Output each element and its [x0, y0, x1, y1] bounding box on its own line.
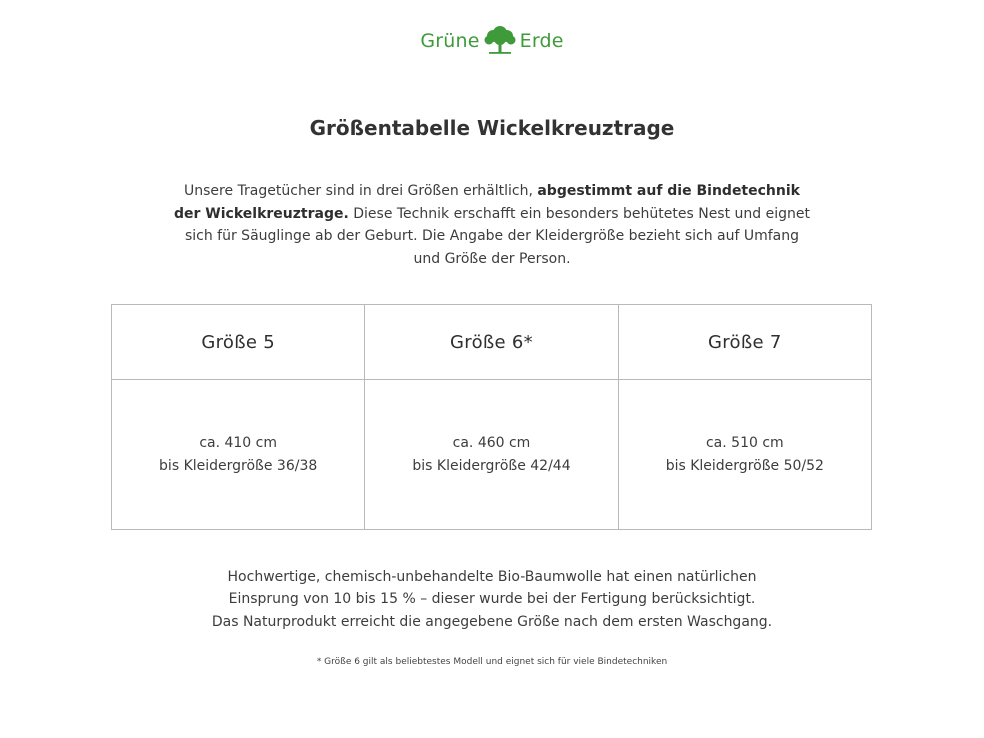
header-size-7: Größe 7	[618, 305, 871, 380]
header-size-6: Größe 6*	[365, 305, 618, 380]
brand-word-left: Grüne	[420, 30, 480, 52]
page-title: Größentabelle Wickelkreuztrage	[309, 116, 675, 140]
footnote: * Größe 6 gilt als beliebtestes Modell und eignet sich für viele Bindetechniken	[316, 657, 668, 667]
cell-length: ca. 460 cm	[452, 434, 531, 451]
cell-size-7	[618, 380, 871, 530]
cell-length: ca. 510 cm	[705, 434, 784, 451]
note-line: Hochwertige, chemisch-unbehandelte Bio-Baumwolle hat einen natürlichen	[227, 569, 757, 585]
cell-fit: bis Kleidergröße 50/52	[665, 457, 824, 474]
cell-fit: bis Kleidergröße 36/38	[159, 457, 318, 474]
intro-text-before: Unsere Tragetücher sind in drei Größen erhältlich,	[184, 183, 538, 199]
size-table	[111, 304, 872, 530]
cell-size-5	[112, 380, 365, 530]
tree-icon	[483, 24, 517, 58]
brand-word-right: Erde	[519, 30, 564, 52]
table-header-row	[112, 305, 872, 380]
intro-text-bold: abgestimmt auf die Bindetechnik der Wickelkreuztrage.	[174, 183, 800, 222]
material-note	[150, 566, 834, 633]
cell-fit: bis Kleidergröße 42/44	[412, 457, 571, 474]
table-row	[112, 380, 872, 530]
cell-size-6	[365, 380, 618, 530]
brand-logo	[0, 24, 984, 58]
header-size-5: Größe 5	[112, 305, 365, 380]
intro-paragraph	[170, 180, 814, 270]
note-line: Das Naturprodukt erreicht die angegebene Größe nach dem ersten Waschgang.	[211, 613, 773, 630]
intro-text-after: Diese Technik erschafft ein besonders behütetes Nest und eignet sich für Säuglinge ab der Geburt. Die Angabe der Kleidergröße bezieht sich auf Umfang und Größe der Person.	[184, 205, 810, 267]
note-line: Einsprung von 10 bis 15 % – dieser wurde bei der Fertigung berücksichtigt.	[228, 591, 756, 608]
cell-length: ca. 410 cm	[199, 434, 277, 451]
